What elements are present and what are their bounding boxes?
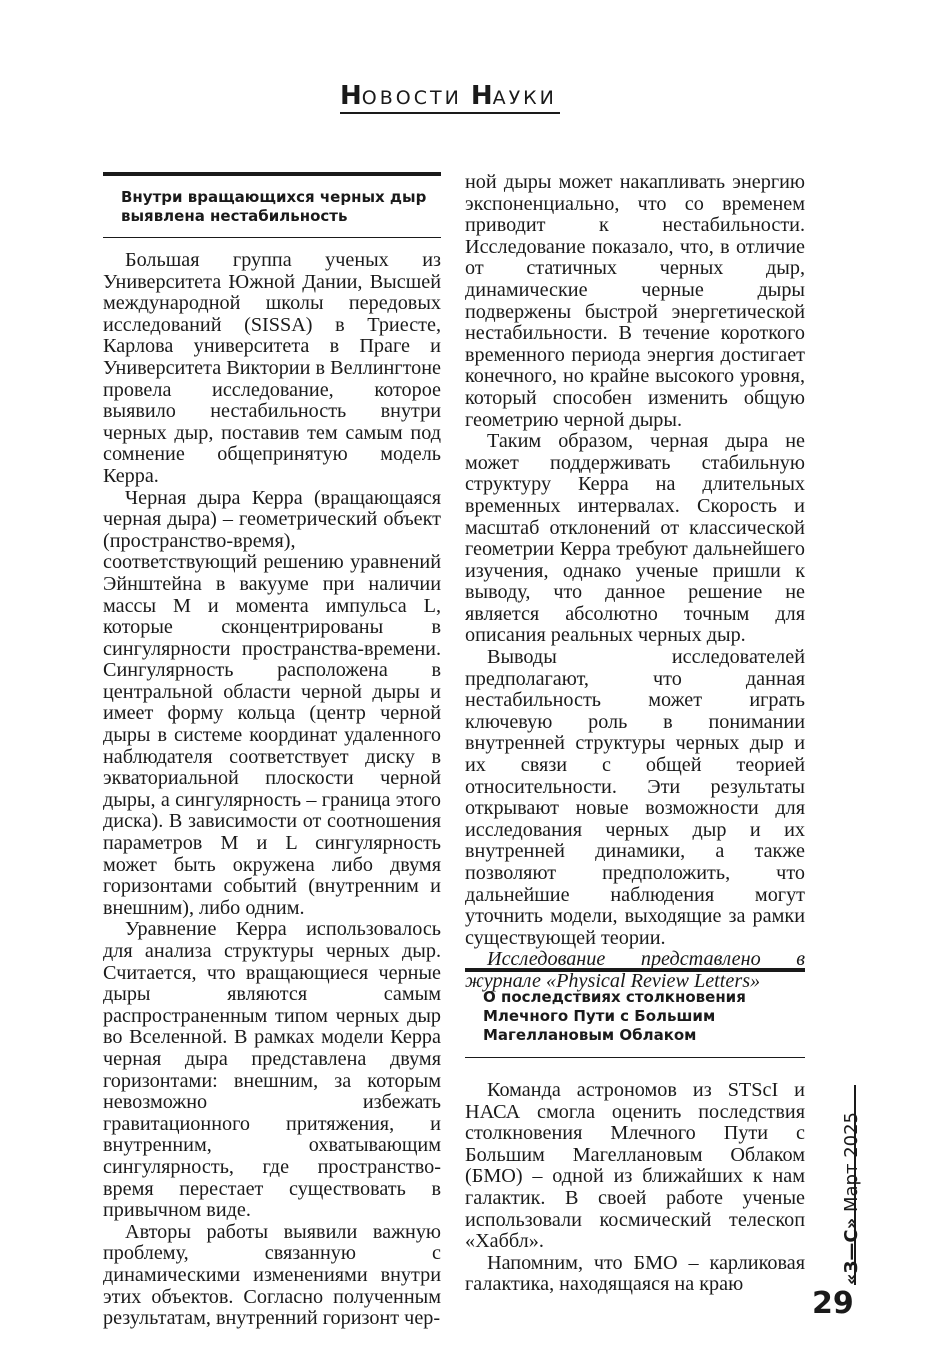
paragraph: Авторы работы выявили важную проблему, связанную с динамическими изменениями внутри этих объектов. Согласно полученным результатам, внутренний горизонт чер- <box>103 1220 441 1330</box>
right-column-lower <box>465 1080 805 1296</box>
paragraph: Выводы исследователей предполагают, что данная нестабильность может играть ключевую роль в понимании внутренней структуры черных дыр и их связи с общей теорией относительности. Эти результаты открывают новые возможности для исследования черных дыр и их внутренней динамики, а также позволяют предположить, что дальнейшие наблюдения могут уточнить модели, выходящие за рамки существующей теории. <box>465 646 805 949</box>
paragraph: Команда астрономов из STScI и НАСА смогла оценить последствия столкновения Млечного Пути с Большим Магеллановым Облаком (БМО) – одной из ближайших к нам галактик. В своей работе ученые использовали космический телескоп «Хаббл». <box>465 1079 805 1253</box>
paragraph: Напомним, что БМО – карликовая галактика, находящаяся на краю <box>465 1251 805 1296</box>
paragraph: Большая группа ученых из Университета Южной Дании, Высшей международной школы передовых исследований (SISSA) в Триесте, Карлова университета в Праге и Университета Виктории в Веллингтоне провела исследование, которое выявило нестабильность внутри черных дыр, поставив тем самым под сомнение общепринятую модель Керра. <box>103 249 441 487</box>
right-column <box>465 172 805 993</box>
paragraph: Таким образом, черная дыра не может поддерживать стабильную структуру Керра на длительных временных интервалах. Скорость и масштаб отклонений от классической геометрии Керра требуют дальнейшего изучения, однако ученые пришли к выводу, что данное решение не является абсолютно точным для описания реальных черных дыр. <box>465 430 805 647</box>
source-note: Исследование представлено в журнале «Physical Review Letters» <box>465 948 805 992</box>
left-column <box>103 250 441 1330</box>
page-number: 29 <box>812 1286 854 1321</box>
paragraph: ной дыры может накапливать энергию экспоненциально, что со временем приводит к нестабильности. Исследование показало, что, в отличие от статичных черных дыр, динамические черные дыры подвержены быстрой энергетической нестабильности. В течение короткого временного периода энергия достигает конечного, но крайне высокого уровня, который способен изменить общую геометрию черной дыры. <box>465 171 805 431</box>
paragraph: Черная дыра Керра (вращающаяся черная дыра) – геометрический объект (пространство-время), соответствующий решению уравнений Эйнштейна в вакууме при наличии массы M и момента импульса L, которые сконцентрированы в сингулярности пространства-времени. Сингулярность расположена в центральной области черной дыры и имеет форму кольца (центр черной дыры в системе координат удаленного наблюдателя соответствует диску в экваториальной плоскости черной дыры, а сингулярность – граница этого диска). В зависимости от соотношения параметров M и L сингулярность может быть окружена либо двумя горизонтами событий (внутренним и внешним), либо одним. <box>103 486 441 919</box>
article-title: Внутри вращающихся черных дыр выявлена нестабильность <box>103 172 441 238</box>
issue-label: «З—С» Март 2025 <box>841 1111 862 1285</box>
paragraph: Уравнение Керра использовалось для анализа структуры черных дыр. Считается, что вращающиеся черные дыры являются самым распространенным типом черных дыр во Вселенной. В рамках модели Керра черная дыра представлена двумя горизонтами: внешним, за которым невозможно избежать гравитационного притяжения, и внутренним, охватывающим сингулярность, где пространство-время перестает существовать в привычном виде. <box>103 918 441 1222</box>
article-title: О последствиях столкновения Млечного Пути с Большим Магеллановым Облаком <box>465 968 805 1058</box>
section-header: НОВОСТИ НАУКИ <box>340 84 560 114</box>
